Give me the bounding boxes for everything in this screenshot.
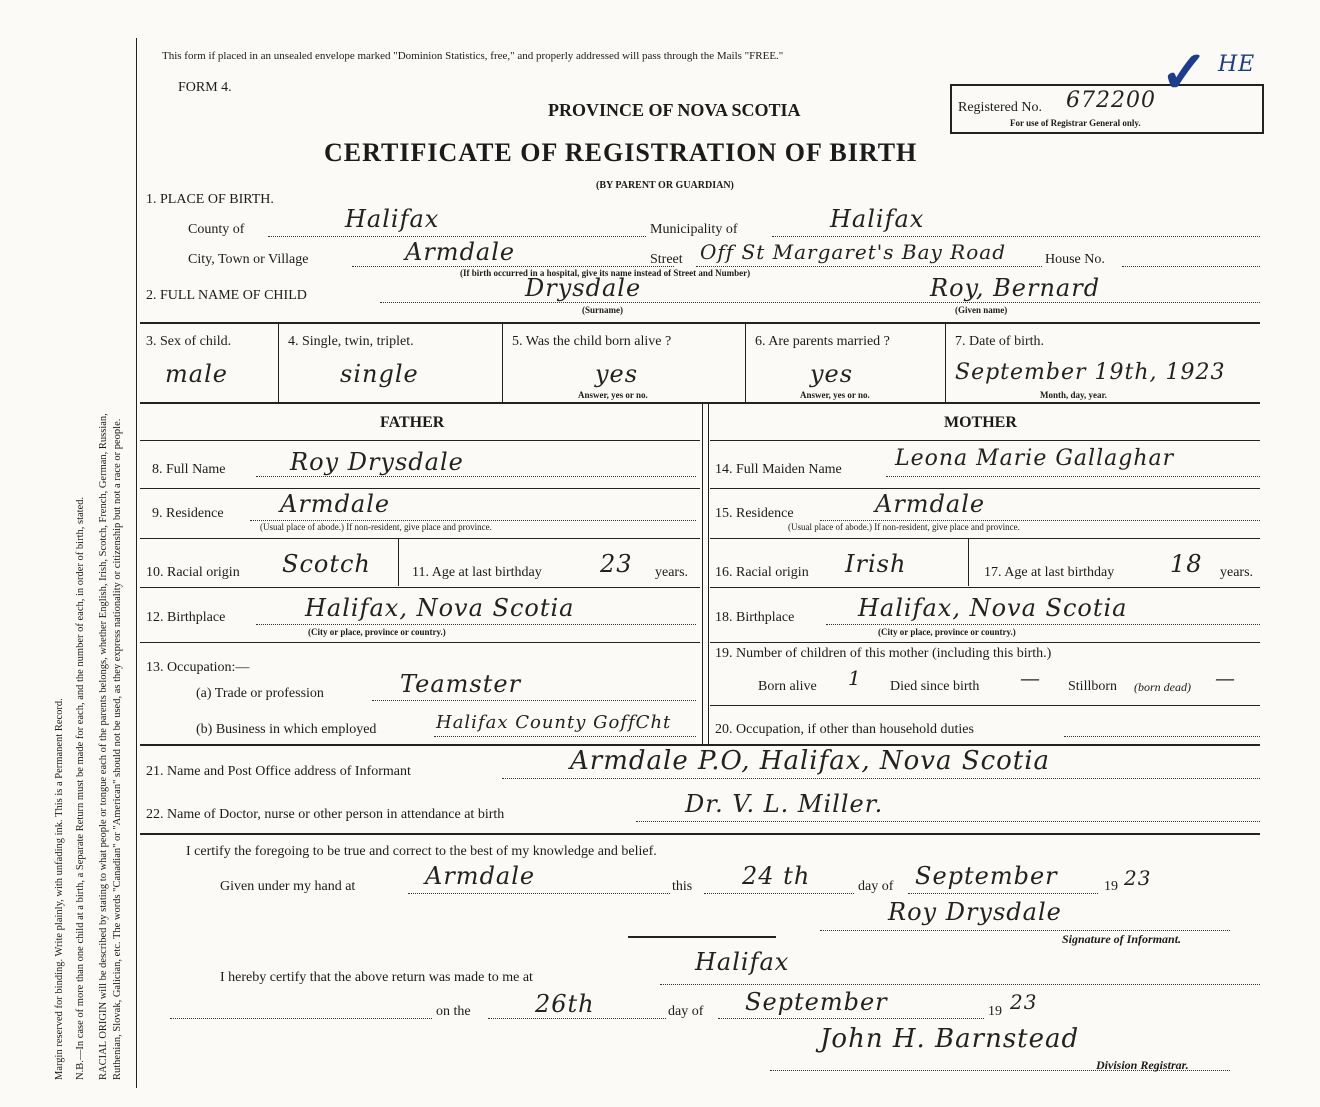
given-year-prefix: 19 [1104, 879, 1118, 894]
married-label: 6. Are parents married ? [755, 334, 890, 349]
check-mark-icon: ✓ [1160, 40, 1209, 105]
born-alive-count-label: Born alive [758, 679, 817, 694]
given-place: Armdale [425, 862, 536, 890]
doctor-name: Dr. V. L. Miller. [685, 790, 884, 818]
mother-race-label: 16. Racial origin [715, 565, 809, 580]
father-residence-label: 9. Residence [152, 506, 224, 521]
mother-age-label: 17. Age at last birthday [984, 565, 1115, 580]
margin-note-4: Ruthenian, Slovak, Galician, etc. The words "Canadian" or "American" should not be used, as they express nationality or citizenship but not a race or people. [112, 418, 123, 1080]
street-label: Street [650, 252, 683, 267]
hospital-note: (If birth occurred in a hospital, give its name instead of Street and Number) [460, 268, 751, 278]
child-name-label: 2. FULL NAME OF CHILD [146, 288, 307, 303]
margin-note-2: N.B.—In case of more than one child at a birth, a Separate Return must be made for each, and the number of each, in order of birth, stated. [75, 496, 86, 1080]
plurality-value: single [340, 360, 419, 388]
died-since-birth: — [1020, 666, 1041, 690]
stillborn-label: Stillborn [1068, 679, 1118, 694]
mother-name: Leona Marie Gallaghar [895, 446, 1175, 471]
registered-label: Registered No. [958, 100, 1042, 115]
father-trade: Teamster [400, 670, 522, 698]
certify-text: I certify the foregoing to be true and correct to the best of my knowledge and belief. [186, 844, 657, 859]
county-label: County of [188, 222, 245, 237]
county-value: Halifax [345, 205, 440, 233]
registrar-text: I hereby certify that the above return was made to me at [220, 970, 533, 985]
father-race: Scotch [282, 550, 371, 578]
registrar-day: 26th [535, 990, 595, 1018]
registrar-day-of-label: day of [668, 1004, 704, 1019]
registrar-year: 23 [1010, 990, 1038, 1014]
mother-residence: Armdale [875, 490, 986, 518]
born-alive-label: 5. Was the child born alive ? [512, 334, 672, 349]
dob-value: September 19th, 1923 [955, 360, 1226, 385]
city-label: City, Town or Village [188, 252, 309, 267]
given-under-label: Given under my hand at [220, 879, 356, 894]
child-given-name: Roy, Bernard [930, 274, 1101, 302]
check-initials: HE [1218, 52, 1256, 77]
mother-birthplace: Halifax, Nova Scotia [858, 594, 1128, 622]
registered-note: For use of Registrar General only. [1010, 118, 1141, 128]
business-label: (b) Business in which employed [196, 722, 377, 737]
mother-name-label: 14. Full Maiden Name [715, 462, 842, 477]
informant-label: 21. Name and Post Office address of Informant [146, 764, 411, 779]
father-heading: FATHER [380, 414, 445, 431]
father-business: Halifax County GoffCht [436, 712, 672, 733]
place-of-birth-label: 1. PLACE OF BIRTH. [146, 192, 274, 207]
father-residence-note: (Usual place of abode.) If non-resident, give place and province. [260, 522, 492, 532]
mother-birthplace-note: (City or place, province or country.) [878, 627, 1016, 637]
father-name-label: 8. Full Name [152, 462, 226, 477]
mother-residence-note: (Usual place of abode.) If non-resident, give place and province. [788, 522, 1020, 532]
form-number: FORM 4. [178, 80, 232, 95]
surname-note: (Surname) [582, 305, 623, 315]
stillborn-count: — [1215, 666, 1236, 690]
informant-signature: Roy Drysdale [888, 898, 1062, 926]
father-residence: Armdale [280, 490, 391, 518]
informant-address: Armdale P.O, Halifax, Nova Scotia [570, 746, 1051, 776]
day-of-label: day of [858, 879, 894, 894]
dob-note: Month, day, year. [1040, 390, 1107, 400]
father-race-label: 10. Racial origin [146, 565, 240, 580]
stillborn-note: (born dead) [1134, 680, 1191, 694]
subtitle: (BY PARENT OR GUARDIAN) [596, 180, 734, 191]
mother-birthplace-label: 18. Birthplace [715, 610, 795, 625]
this-label: this [672, 879, 693, 894]
given-year: 23 [1124, 866, 1152, 890]
father-birthplace: Halifax, Nova Scotia [305, 594, 575, 622]
father-birthplace-note: (City or place, province or country.) [308, 627, 446, 637]
father-age-label: 11. Age at last birthday [412, 565, 542, 580]
registrar-month: September [745, 988, 888, 1016]
registrar-year-prefix: 19 [988, 1004, 1002, 1019]
born-alive-count: 1 [848, 666, 862, 690]
given-month: September [915, 862, 1058, 890]
plurality-label: 4. Single, twin, triplet. [288, 334, 414, 349]
father-years-label: years. [655, 565, 689, 580]
father-age: 23 [600, 550, 633, 578]
mail-notice: This form if placed in an unsealed envelope marked "Dominion Statistics, free," and properly addressed will pass through the Mails "FREE." [162, 50, 784, 62]
given-name-note: (Given name) [955, 305, 1008, 315]
given-day: 24 th [742, 862, 811, 890]
on-the-label: on the [436, 1004, 471, 1019]
street-value: Off St Margaret's Bay Road [700, 240, 1006, 264]
father-birthplace-label: 12. Birthplace [146, 610, 226, 625]
died-since-birth-label: Died since birth [890, 679, 980, 694]
sex-value: male [165, 360, 228, 388]
born-alive-note: Answer, yes or no. [578, 390, 648, 400]
occupation-label: 13. Occupation:— [146, 660, 250, 675]
registrar-signature-label: Division Registrar. [1096, 1058, 1189, 1072]
sex-label: 3. Sex of child. [146, 334, 232, 349]
registrar-signature: John H. Barnstead [820, 1024, 1080, 1054]
married-value: yes [810, 360, 854, 388]
mother-heading: MOTHER [944, 414, 1017, 431]
divider [628, 936, 776, 938]
mother-residence-label: 15. Residence [715, 506, 794, 521]
trade-label: (a) Trade or profession [196, 686, 324, 701]
municipality-value: Halifax [830, 205, 925, 233]
page-title: CERTIFICATE OF REGISTRATION OF BIRTH [324, 138, 918, 167]
registered-number: 672200 [1066, 88, 1156, 113]
mother-age: 18 [1170, 550, 1203, 578]
mother-years-label: years. [1220, 565, 1254, 580]
province-heading: PROVINCE OF NOVA SCOTIA [548, 100, 801, 120]
married-note: Answer, yes or no. [800, 390, 870, 400]
margin-border [136, 38, 137, 1088]
child-surname: Drysdale [525, 274, 642, 302]
mother-occupation-label: 20. Occupation, if other than household duties [715, 722, 974, 737]
registrar-place: Halifax [695, 948, 790, 976]
margin-note-3: RACIAL ORIGIN will be described by stating to what people or tongue each of the parents belongs, whether English, Irish, Scotch, French, German, Russian, [98, 413, 109, 1080]
doctor-label: 22. Name of Doctor, nurse or other person in attendance at birth [146, 807, 505, 822]
municipality-label: Municipality of [650, 222, 738, 237]
margin-note-1: Margin reserved for binding. Write plainly, with unfading ink. This is a Permanent Record. [54, 698, 65, 1080]
mother-race: Irish [845, 550, 907, 578]
informant-signature-label: Signature of Informant. [1062, 932, 1182, 946]
father-name: Roy Drysdale [290, 448, 464, 476]
dob-label: 7. Date of birth. [955, 334, 1045, 349]
born-alive-value: yes [595, 360, 639, 388]
children-count-label: 19. Number of children of this mother (including this birth.) [715, 646, 1052, 661]
house-no-label: House No. [1045, 252, 1105, 267]
city-value: Armdale [405, 238, 516, 266]
